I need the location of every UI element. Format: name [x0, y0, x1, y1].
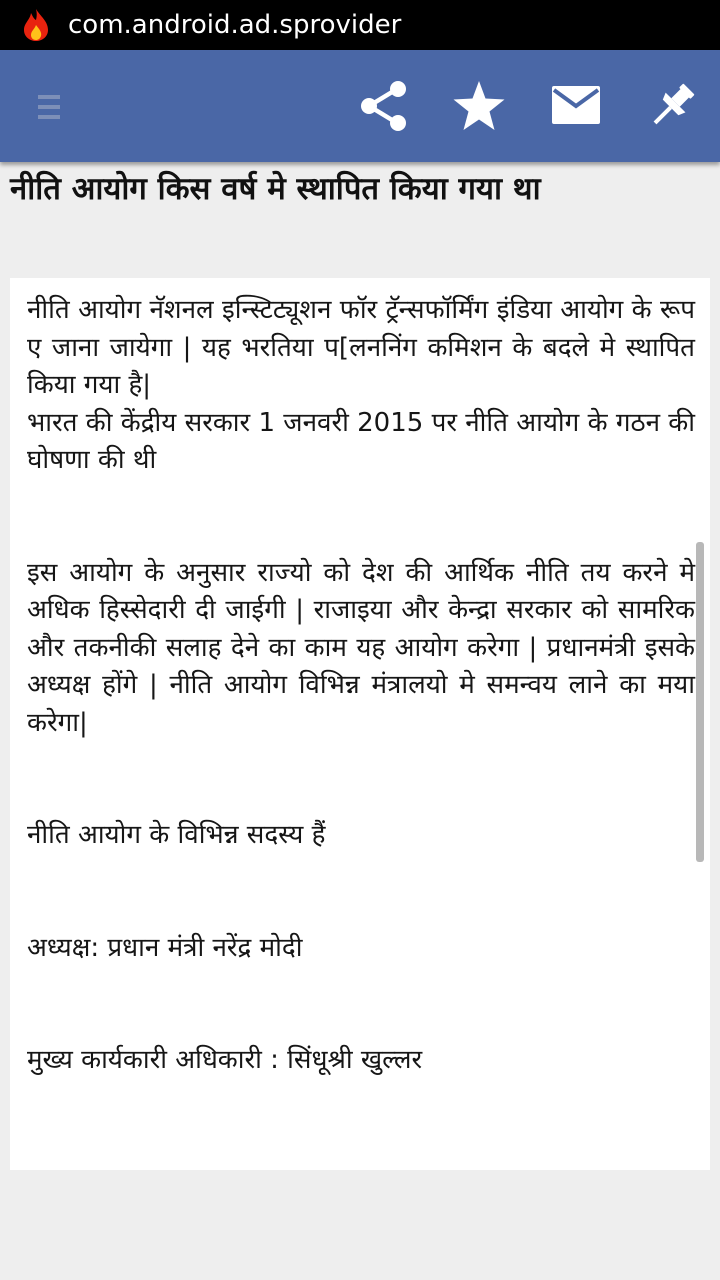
flame-icon: [22, 8, 50, 42]
answer-paragraph: नीति आयोग नॅशनल इन्स्टिट्यूशन फॉर ट्रॅन्सफॉर्मिंग इंडिया आयोग के रूप ए जाना जायेगा | यह भरतिया प[लननिंग कमिशन के बदले मे स्थापित किया गया है|: [27, 295, 695, 400]
app-id-label: com.android.ad.sprovider: [68, 10, 402, 40]
pin-icon[interactable]: [646, 80, 698, 132]
ceo-line: मुख्य कार्यकारी अधिकारी : सिंधूश्री खुल्लर: [27, 1045, 423, 1075]
answer-text: [27, 292, 695, 1080]
action-bar: [0, 50, 720, 162]
answer-paragraph: भारत की केंद्रीय सरकार 1 जनवरी 2015 पर नीति आयोग के गठन की घोषणा की थी: [27, 407, 695, 475]
star-icon[interactable]: [452, 80, 506, 132]
share-icon[interactable]: [358, 80, 410, 132]
scrollbar[interactable]: [696, 542, 704, 862]
mail-icon[interactable]: [552, 86, 600, 124]
menu-icon[interactable]: [38, 92, 60, 122]
question-title: नीति आयोग किस वर्ष मे स्थापित किया गया था: [10, 171, 541, 207]
members-heading: नीति आयोग के विभिन्न सदस्य हैं: [27, 820, 326, 850]
chairman-line: अध्यक्ष: प्रधान मंत्री नरेंद्र मोदी: [27, 932, 303, 963]
answer-card: [10, 278, 710, 1170]
status-bar: [0, 0, 720, 50]
answer-paragraph: इस आयोग के अनुसार राज्यो को देश की आर्थिक नीति तय करने मे अधिक हिस्सेदारी दी जाईगी | राजाइया और केन्द्रा सरकार को सामरिक और तकनीकी सलाह देने का काम यह आयोग करेगा | प्रधानमंत्री इसके अध्यक्ष होंगे | नीति आयोग विभिन्न मंत्रालयो मे समन्वय लाने का मया करेगा|: [27, 557, 695, 738]
